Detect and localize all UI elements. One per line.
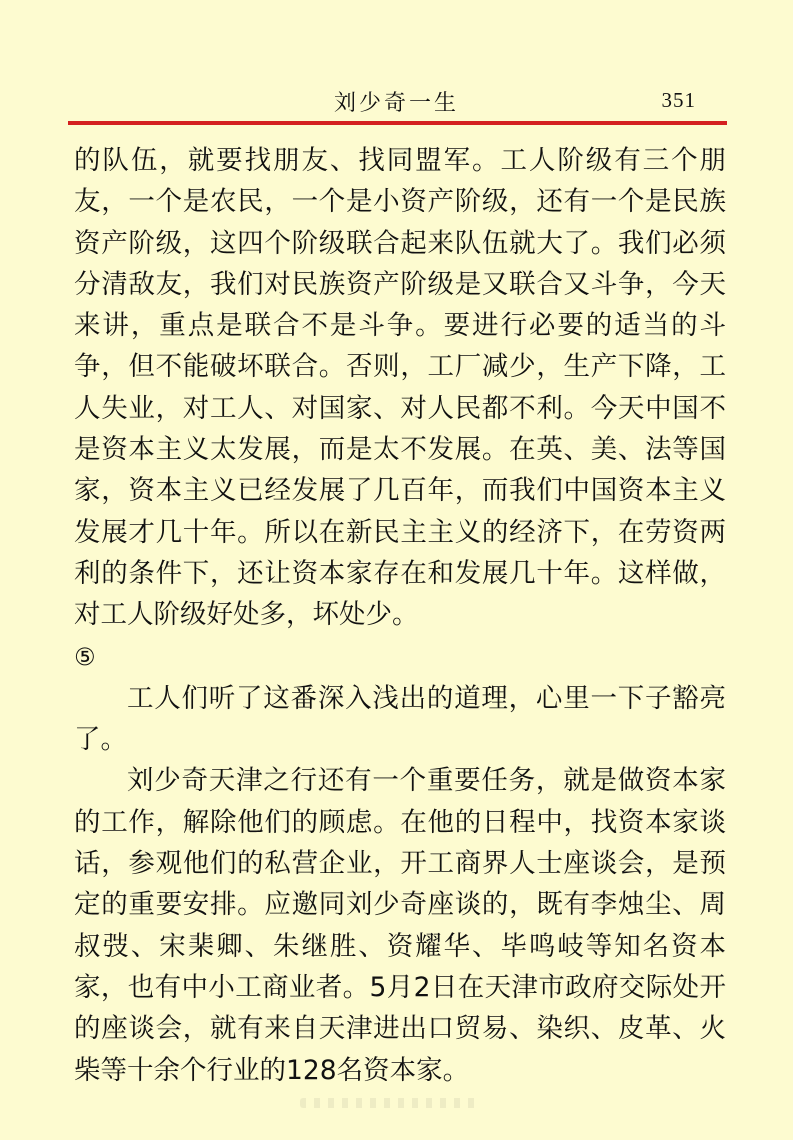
footnote-marker: ⑤ bbox=[74, 642, 96, 671]
body-text bbox=[74, 140, 726, 1091]
paragraph: 工人们听了这番深入浅出的道理，心里一下子豁亮了。 bbox=[74, 682, 726, 756]
running-title: 刘少奇一生 bbox=[334, 91, 460, 116]
bottom-smudge bbox=[300, 1098, 480, 1108]
page-header bbox=[72, 82, 726, 122]
paragraph-continued bbox=[74, 140, 726, 678]
header-rule bbox=[68, 121, 727, 125]
paragraph-text: 的队伍，就要找朋友、找同盟军。工人阶级有三个朋友，一个是农民，一个是小资产阶级，还有一个是民族资产阶级，这四个阶级联合起来队伍就大了。我们必须分清敌友，我们对民族资产阶级是又联合又斗争，今天来讲，重点是联合不是斗争。要进行必要的适当的斗争，但不能破坏联合。否则，工厂减少，生产下降，工人失业，对工人、对国家、对人民都不利。今天中国不是资本主义太发展，而是太不发展。在英、美、法等国家，资本主义已经发展了几百年，而我们中国资本主义发展才几十年。所以在新民主主义的经济下，在劳资两利的条件下，还让资本家存在和发展几十年。这样做，对工人阶级好处多，坏处少。 bbox=[74, 145, 726, 631]
page-number: 351 bbox=[661, 88, 696, 112]
paragraph: 刘少奇天津之行还有一个重要任务，就是做资本家的工作，解除他们的顾虑。在他的日程中，找资本家谈话，参观他们的私营企业，开工商界人士座谈会，是预定的重要安排。应邀同刘少奇座谈的，既有李烛尘、周叔弢、宋棐卿、朱继胜、资耀华、毕鸣岐等知名资本家，也有中小工商业者。5月2日在天津市政府交际处开的座谈会，就有来自天津进出口贸易、染织、皮革、火柴等十余个行业的128名资本家。 bbox=[74, 765, 726, 1086]
